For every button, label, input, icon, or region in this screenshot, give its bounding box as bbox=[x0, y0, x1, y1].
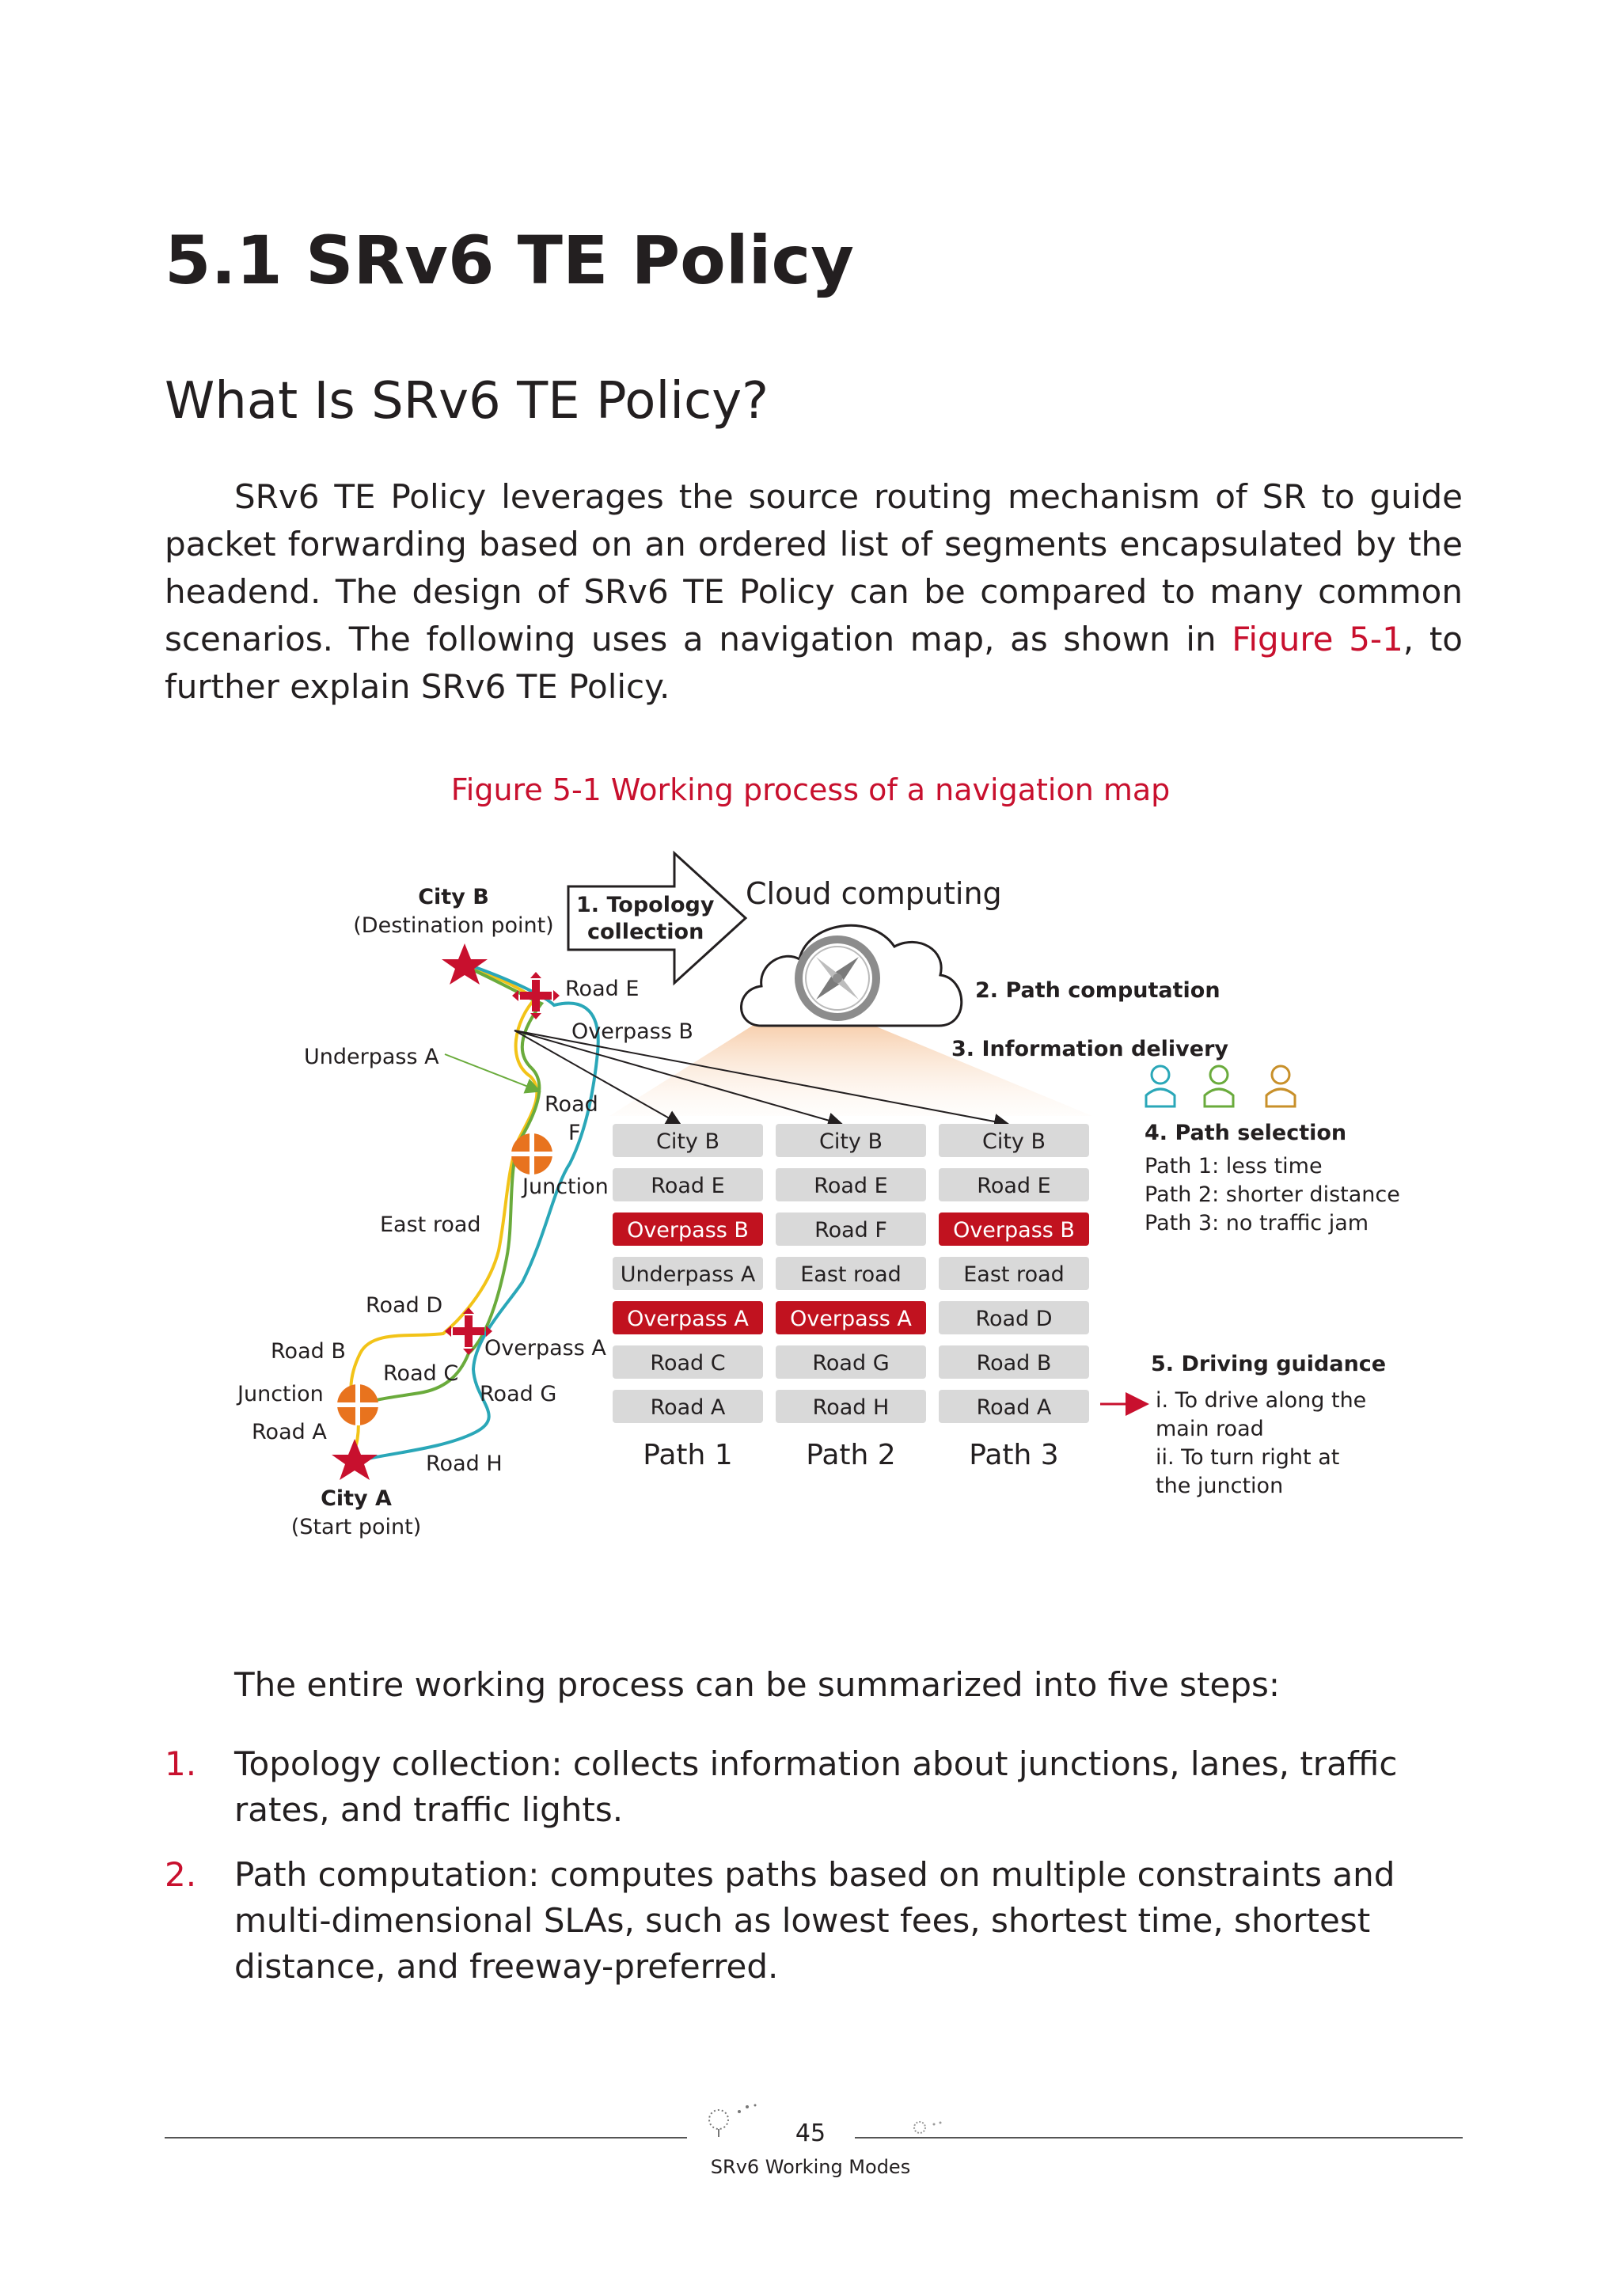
path-name-label: Path 1 bbox=[643, 1439, 733, 1471]
path-name-label: Path 3 bbox=[969, 1439, 1059, 1471]
junction-lower-label: Junction bbox=[237, 1382, 324, 1406]
east-road-label: East road bbox=[380, 1213, 481, 1237]
segment-label: Road A bbox=[650, 1395, 726, 1420]
road-f-label-2: F bbox=[568, 1121, 581, 1145]
road-b-label: Road B bbox=[271, 1339, 346, 1364]
step-number: 1. bbox=[165, 1744, 197, 1783]
road-f-label-1: Road bbox=[545, 1092, 598, 1117]
junction-upper-icon bbox=[511, 1133, 552, 1175]
user-icon-3 bbox=[1266, 1066, 1295, 1106]
segment-label: East road bbox=[800, 1262, 902, 1287]
path-note-2: Path 2: shorter distance bbox=[1145, 1182, 1400, 1207]
step-number: 2. bbox=[165, 1855, 197, 1894]
step-text: Topology collection: collects information about junctions, lanes, traffic rates, and traffic lights. bbox=[234, 1744, 1398, 1829]
junction-upper-label: Junction bbox=[522, 1175, 609, 1199]
step-text: Path computation: computes paths based on multiple constraints and multi-dimensional SLAs, such as lowest fees, shortest time, shortest distance, and freeway-preferred. bbox=[234, 1855, 1395, 1986]
guidance-line-2: main road bbox=[1156, 1417, 1264, 1441]
step1-label-1: 1. Topology bbox=[576, 893, 715, 917]
city-a-label: City A bbox=[321, 1486, 392, 1511]
city-b-label: City B bbox=[418, 885, 489, 909]
step1-label-2: collection bbox=[587, 920, 704, 944]
path-note-3: Path 3: no traffic jam bbox=[1145, 1211, 1369, 1235]
segment-label: Road C bbox=[650, 1351, 726, 1376]
figure-link[interactable]: Figure 5-1 bbox=[1232, 620, 1403, 658]
step5-label: 5. Driving guidance bbox=[1151, 1352, 1387, 1376]
user-icon-2 bbox=[1205, 1066, 1233, 1106]
city-b-star-icon bbox=[442, 943, 488, 985]
page-number: 45 bbox=[795, 2120, 826, 2147]
step3-label: 3. Information delivery bbox=[951, 1037, 1228, 1061]
segment-label: City B bbox=[981, 1129, 1046, 1154]
junction-lower-icon bbox=[337, 1384, 378, 1425]
segment-label: East road bbox=[963, 1262, 1065, 1287]
road-h-label: Road H bbox=[426, 1452, 503, 1476]
summary-sentence: The entire working process can be summarized into five steps: bbox=[234, 1665, 1281, 1704]
underpass-a-label: Underpass A bbox=[304, 1045, 439, 1069]
segment-label: Road B bbox=[976, 1351, 1052, 1376]
city-a-star-icon bbox=[332, 1439, 378, 1480]
running-title: SRv6 Working Modes bbox=[710, 2156, 911, 2178]
road-c-label: Road C bbox=[383, 1361, 459, 1386]
topology-collection-arrow bbox=[568, 853, 746, 983]
intro-text-1: SRv6 TE Policy leverages the source routing mechanism of SR to guide packet forwarding based on an ordered list of segments encapsulated by the headend. The design of SRv6 TE Policy can be compared to many common scenarios. The following uses a navigation map, as shown in bbox=[165, 477, 1463, 658]
segment-label: Overpass B bbox=[627, 1218, 749, 1243]
segment-label: Road E bbox=[977, 1174, 1051, 1198]
path-tables bbox=[613, 1124, 1089, 1471]
segment-label: Overpass A bbox=[790, 1307, 912, 1331]
segment-label: Road A bbox=[976, 1395, 1052, 1420]
step2-label: 2. Path computation bbox=[975, 978, 1220, 1003]
road-g-label: Road G bbox=[480, 1382, 557, 1406]
segment-label: Road G bbox=[812, 1351, 890, 1376]
subsection-title: What Is SRv6 TE Policy? bbox=[165, 372, 769, 431]
overpass-b-label: Overpass B bbox=[571, 1019, 693, 1044]
segment-label: Road E bbox=[814, 1174, 888, 1198]
intro-text-2: , to further explain SRv6 TE Policy. bbox=[165, 620, 1463, 706]
compass-icon bbox=[795, 935, 880, 1021]
guidance-line-4: the junction bbox=[1156, 1474, 1284, 1498]
segment-label: Overpass B bbox=[953, 1218, 1075, 1243]
city-b-sublabel: (Destination point) bbox=[353, 913, 554, 938]
user-icon-1 bbox=[1146, 1066, 1175, 1106]
segment-label: City B bbox=[655, 1129, 720, 1154]
step4-label: 4. Path selection bbox=[1145, 1121, 1347, 1145]
segment-label: Road H bbox=[812, 1395, 890, 1420]
path-note-1: Path 1: less time bbox=[1145, 1154, 1323, 1178]
road-d-label: Road D bbox=[366, 1293, 443, 1318]
guidance-line-1: i. To drive along the bbox=[1156, 1388, 1367, 1413]
segment-label: Overpass A bbox=[627, 1307, 749, 1331]
road-a-label: Road A bbox=[252, 1420, 327, 1444]
road-e-label: Road E bbox=[565, 977, 640, 1001]
guidance-line-3: ii. To turn right at bbox=[1156, 1445, 1340, 1470]
segment-label: Road E bbox=[651, 1174, 725, 1198]
section-title: 5.1 SRv6 TE Policy bbox=[165, 222, 855, 299]
path-name-label: Path 2 bbox=[806, 1439, 896, 1471]
segment-label: City B bbox=[818, 1129, 883, 1154]
overpass-a-label: Overpass A bbox=[484, 1336, 606, 1361]
cloud-label: Cloud computing bbox=[746, 876, 1002, 911]
segment-label: Road F bbox=[814, 1218, 887, 1243]
figure-caption: Figure 5-1 Working process of a navigation map bbox=[450, 772, 1171, 807]
segment-label: Underpass A bbox=[620, 1262, 756, 1287]
segment-label: Road D bbox=[975, 1307, 1053, 1331]
city-a-sublabel: (Start point) bbox=[290, 1515, 422, 1539]
